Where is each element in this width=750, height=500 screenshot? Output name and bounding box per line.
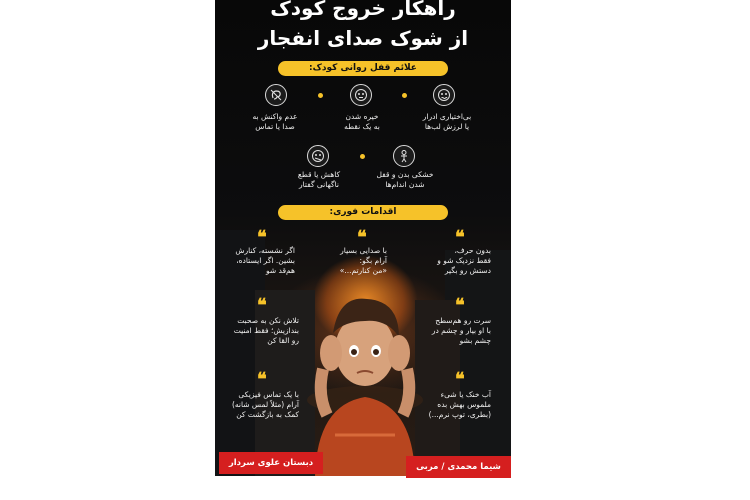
ear-icon bbox=[265, 84, 287, 106]
sign-label: کاهش یا قطع ناگهانی گفتار bbox=[297, 170, 341, 189]
sign-label: بی‌اختیاری ادرار یا لرزش لب‌ها bbox=[422, 112, 472, 131]
infographic-poster bbox=[215, 0, 511, 494]
quote-mark-icon: ❝ bbox=[357, 227, 367, 248]
signs-section-header: علائم قفل روانی کودک: bbox=[278, 61, 448, 76]
separator-dot bbox=[360, 154, 365, 159]
separator-dot bbox=[318, 93, 323, 98]
action-item: آب خنک یا شیء ملموس بهش بده (بطری، توپ نرم...) bbox=[428, 390, 491, 419]
action-item: اگر نشسته، کنارش بشین. اگر ایستاده، هم‌قد شو bbox=[235, 246, 295, 275]
sign-label: عدم واکنش به صدا یا تماس bbox=[252, 112, 298, 131]
quote-mark-icon: ❝ bbox=[455, 295, 465, 316]
actions-section-header: اقدامات فوری: bbox=[278, 205, 448, 220]
poster-title-line-2: از شوک صدای انفجار bbox=[257, 26, 469, 50]
author-credit-badge: شیما محمدی / مربی بهداشت bbox=[406, 456, 511, 478]
action-item: بدون حرف، فقط نزدیک شو و دستش رو بگیر bbox=[437, 246, 491, 275]
action-item: سرت رو هم‌سطح با او بیار و چشم در چشم بشو bbox=[431, 316, 491, 345]
quote-mark-icon: ❝ bbox=[257, 227, 267, 248]
frozen-body-icon bbox=[393, 145, 415, 167]
quote-mark-icon: ❝ bbox=[455, 227, 465, 248]
action-item: با صدایی بسیار آرام بگو: «من کنارتم...» bbox=[339, 246, 387, 275]
poster-title-line-1: راهکار خروج کودک bbox=[270, 0, 456, 20]
silent-face-icon bbox=[307, 145, 329, 167]
school-credit-badge: دبستان علوی سردار جنگل bbox=[219, 452, 323, 474]
action-item: با یک تماس فیزیکی آرام (مثلاً لمس شانه) کمک به بازگشت کن bbox=[231, 390, 299, 419]
trembling-face-icon bbox=[433, 84, 455, 106]
separator-dot bbox=[402, 93, 407, 98]
sign-label: خشکی بدن و قفل شدن اندام‌ها bbox=[376, 170, 434, 189]
action-item: تلاش نکن به صحبت بندازیش؛ فقط امنیت رو القا کن bbox=[233, 316, 299, 345]
staring-face-icon bbox=[350, 84, 372, 106]
frightened-child-illustration bbox=[295, 285, 435, 476]
quote-mark-icon: ❝ bbox=[257, 369, 267, 390]
sign-label: خیره شدن به یک نقطه bbox=[344, 112, 380, 131]
quote-mark-icon: ❝ bbox=[455, 369, 465, 390]
quote-mark-icon: ❝ bbox=[257, 295, 267, 316]
